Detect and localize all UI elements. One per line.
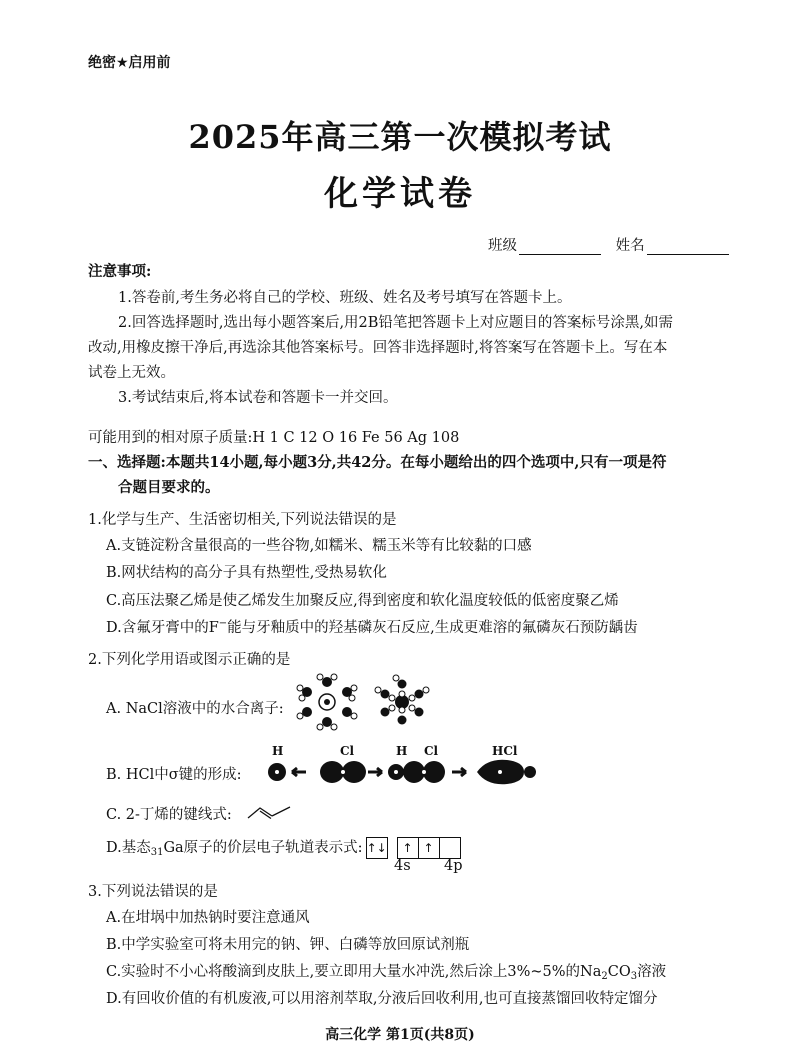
q1-option-d — [106, 616, 638, 637]
notice-item-1: 1.答卷前,考生务必将自己的学校、班级、姓名及考号填写在答题卡上。 — [118, 290, 572, 306]
notice-item-2-line-1: 2.回答选择题时,选出每小题答案后,用2B铅笔把答题卡上对应题目的答案标号涂黑,如需 — [118, 315, 674, 331]
class-label: 班级 — [488, 238, 517, 254]
q3-sub-3: 3 — [630, 971, 638, 982]
orbital-4p-box-3 — [439, 837, 461, 859]
student-info — [488, 234, 729, 255]
orbital-4s — [367, 837, 388, 859]
q3-option-c-text-cont: 溶液 — [637, 964, 667, 980]
label-h-1: H — [272, 744, 284, 758]
section-1-heading-cont: 合题目要求的。 — [118, 479, 220, 496]
notice-item-2-line-2: 改动,用橡皮擦干净后,再选涂其他答案标号。回答非选择题时,将答案写在答题卡上。写在本 — [88, 340, 668, 356]
q1-fluoride-charge: − — [218, 618, 228, 629]
sigma-bond-figure — [262, 744, 542, 790]
butene-skeletal-formula — [246, 802, 294, 822]
q3-stem: 3.下列说法错误的是 — [88, 884, 218, 900]
q2-option-a: A. NaCl溶液中的水合离子: — [106, 701, 284, 717]
label-4s: 4s — [394, 858, 411, 874]
orbital-4p — [398, 837, 461, 859]
q2-option-b: B. HCl中σ键的形成: — [106, 767, 242, 783]
q3-co: CO — [607, 964, 631, 980]
label-cl-1: Cl — [340, 744, 355, 758]
orbital-4s-box: ↑↓ — [366, 837, 388, 859]
q2-option-c: C. 2-丁烯的键线式: — [106, 807, 232, 823]
orbital-4p-box-1: ↑ — [397, 837, 419, 859]
q1-option-c: C.高压法聚乙烯是使乙烯发生加聚反应,得到密度和软化温度较低的低密度聚乙烯 — [106, 593, 619, 609]
q1-option-b: B.网状结构的高分子具有热塑性,受热易软化 — [106, 565, 387, 581]
q2-stem: 2.下列化学用语或图示正确的是 — [88, 652, 291, 668]
q2-option-d-text-cont: Ga原子的价层电子轨道表示式: — [163, 840, 363, 856]
secret-label: 绝密★启用前 — [88, 55, 171, 71]
q3-option-b: B.中学实验室可将未用完的钠、钾、白磷等放回原试剂瓶 — [106, 937, 470, 953]
name-field[interactable] — [647, 240, 729, 255]
ga-atomic-number: 31 — [150, 847, 164, 858]
q3-sub-2: 2 — [601, 971, 608, 982]
orbital-4p-box-2: ↑ — [418, 837, 440, 859]
q2-option-d — [106, 836, 461, 859]
notice-heading: 注意事项: — [88, 263, 152, 280]
hydrated-sodium-ion — [297, 674, 357, 730]
approaching-orbitals — [388, 761, 445, 783]
q1-option-d-text-cont: 能与牙釉质中的羟基磷灰石反应,生成更难溶的氟磷灰石预防龋齿 — [227, 620, 638, 636]
q1-option-d-text: D.含氟牙膏中的F — [106, 620, 219, 636]
cl-p-orbital — [320, 761, 366, 783]
notice-item-3: 3.考试结束后,将本试卷和答题卡一并交回。 — [118, 390, 398, 406]
label-cl-2: Cl — [424, 744, 439, 758]
atomic-masses: 可能用到的相对原子质量:H 1 C 12 O 16 Fe 56 Ag 108 — [88, 430, 460, 446]
class-field[interactable] — [519, 240, 601, 255]
q2-option-d-text: D.基态 — [106, 840, 151, 856]
hydrated-chloride-ion — [375, 675, 429, 725]
q3-option-c — [106, 960, 666, 982]
label-4p: 4p — [444, 858, 463, 874]
q1-stem: 1.化学与生产、生活密切相关,下列说法错误的是 — [88, 512, 397, 528]
notice-item-2-line-3: 试卷上无效。 — [88, 365, 175, 381]
label-h-2: H — [396, 744, 408, 758]
section-1-heading: 一、选择题:本题共14小题,每小题3分,共42分。在每小题给出的四个选项中,只有一项是符 — [88, 454, 667, 471]
label-hcl: HCl — [492, 744, 518, 758]
hcl-sigma-orbital — [477, 760, 536, 785]
q3-option-c-text: C.实验时不小心将酸滴到皮肤上,要立即用大量水冲洗,然后涂上3%~5%的Na — [106, 964, 602, 980]
name-label: 姓名 — [615, 238, 645, 254]
q3-option-a: A.在坩埚中加热钠时要注意通风 — [106, 910, 310, 926]
q1-option-a: A.支链淀粉含量很高的一些谷物,如糯米、糯玉米等有比较黏的口感 — [106, 538, 532, 554]
exam-subject: 化学试卷 — [324, 174, 476, 214]
exam-title: 2025年高三第一次模拟考试 — [188, 118, 612, 156]
q3-option-d: D.有回收价值的有机废液,可以用溶剂萃取,分液后回收利用,也可直接蒸馏回收特定馏分 — [106, 991, 658, 1007]
page-footer: 高三化学 第1页(共8页) — [325, 1027, 475, 1043]
hydrated-ions-figure — [292, 672, 442, 732]
